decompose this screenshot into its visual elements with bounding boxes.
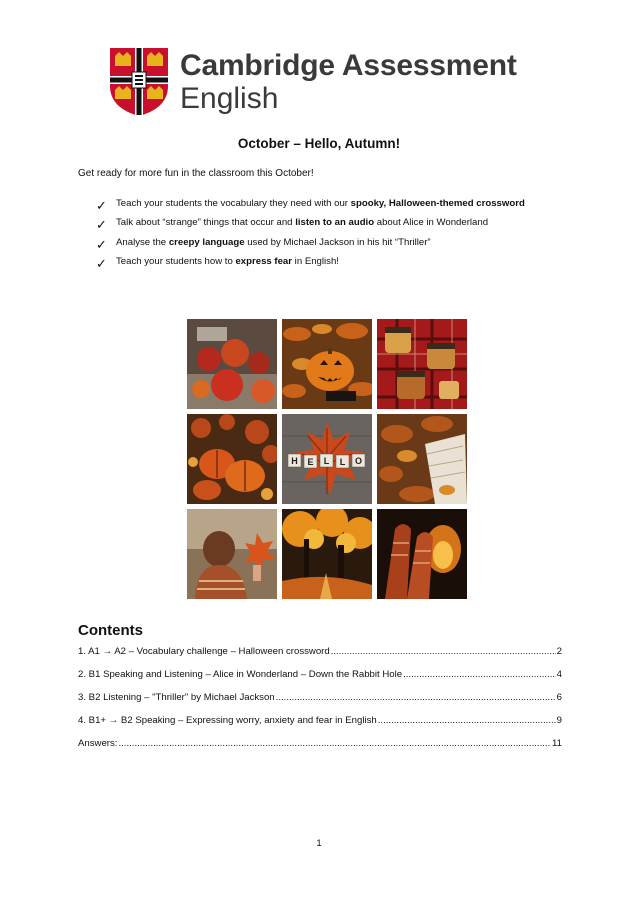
toc-entry[interactable] [78, 738, 562, 761]
list-item [96, 197, 564, 211]
hello-tile-letter: E [307, 457, 314, 467]
toc-page: 9 [556, 715, 562, 726]
toc-leader-dots [118, 738, 551, 749]
toc-title: Answers: [78, 738, 118, 749]
hello-tile-letter: L [339, 457, 346, 467]
photo-jack-o-lantern [282, 319, 372, 409]
toc-leader-dots [378, 715, 556, 726]
brand-line-2: English [180, 81, 279, 115]
toc-title: 1. A1 → A2 – Vocabulary challenge – Halloween crossword [78, 646, 330, 657]
photo-pumpkins-autumn-leaves [187, 414, 277, 504]
list-item-text: Talk about “strange” things that occur and listen to an audio about Alice in Wonderland [116, 217, 489, 229]
checkmark-icon: ✓ [96, 198, 107, 213]
toc-title: 3. B2 Listening – "Thriller" by Michael Jackson [78, 692, 275, 703]
toc-entry[interactable] [78, 692, 562, 715]
intro-text: Get ready for more fun in the classroom this October! [78, 168, 314, 179]
toc-page: 6 [556, 692, 562, 703]
photo-candles-on-plaid [377, 319, 467, 409]
photo-apples-and-pumpkins [187, 319, 277, 409]
photo-leaves-and-book [377, 414, 467, 504]
autumn-photo-collage [187, 319, 467, 599]
page-title: October – Hello, Autumn! [237, 136, 401, 151]
toc-title: 4. B1+ → B2 Speaking – Expressing worry, anxiety and fear in English [78, 715, 377, 726]
photo-maple-leaf-hello [282, 414, 372, 504]
toc-leader-dots [276, 692, 556, 703]
table-of-contents [78, 646, 562, 761]
toc-entry[interactable] [78, 715, 562, 738]
photo-cozy-socks-fireplace [377, 509, 467, 599]
toc-leader-dots [403, 669, 556, 680]
list-item [96, 216, 564, 233]
hello-tile-letter: O [354, 456, 363, 466]
list-item-text: Analyse the creepy language used by Michael Jackson in his hit “Thriller” [116, 236, 431, 248]
hello-tile-letter: H [291, 456, 298, 466]
checkmark-icon: ✓ [96, 236, 107, 252]
activity-list [96, 197, 564, 275]
list-item-text: Teach your students how to express fear in English! [116, 256, 339, 268]
checkmark-icon: ✓ [96, 256, 107, 272]
checkmark-icon: ✓ [96, 217, 107, 233]
list-item-text: Teach your students the vocabulary they need with our spooky, Halloween-themed crossword [116, 198, 525, 209]
page-number: 1 [316, 838, 322, 849]
toc-page: 4 [556, 669, 562, 680]
toc-page: 2 [556, 646, 562, 657]
list-item [96, 255, 564, 272]
photo-person-with-leaf [187, 509, 277, 599]
toc-title: 2. B1 Speaking and Listening – Alice in Wonderland – Down the Rabbit Hole [78, 669, 403, 680]
toc-entry[interactable] [78, 669, 562, 692]
contents-heading: Contents [78, 622, 143, 639]
cambridge-logo [108, 45, 526, 119]
toc-page: 11 [552, 738, 562, 749]
photo-autumn-trees-path [282, 509, 372, 599]
brand-line-1: Cambridge Assessment [180, 48, 517, 82]
hello-tile-letter: L [323, 456, 330, 466]
toc-entry[interactable] [78, 646, 562, 669]
list-item [96, 236, 564, 250]
cambridge-shield-icon [108, 46, 170, 118]
toc-leader-dots [331, 646, 556, 657]
